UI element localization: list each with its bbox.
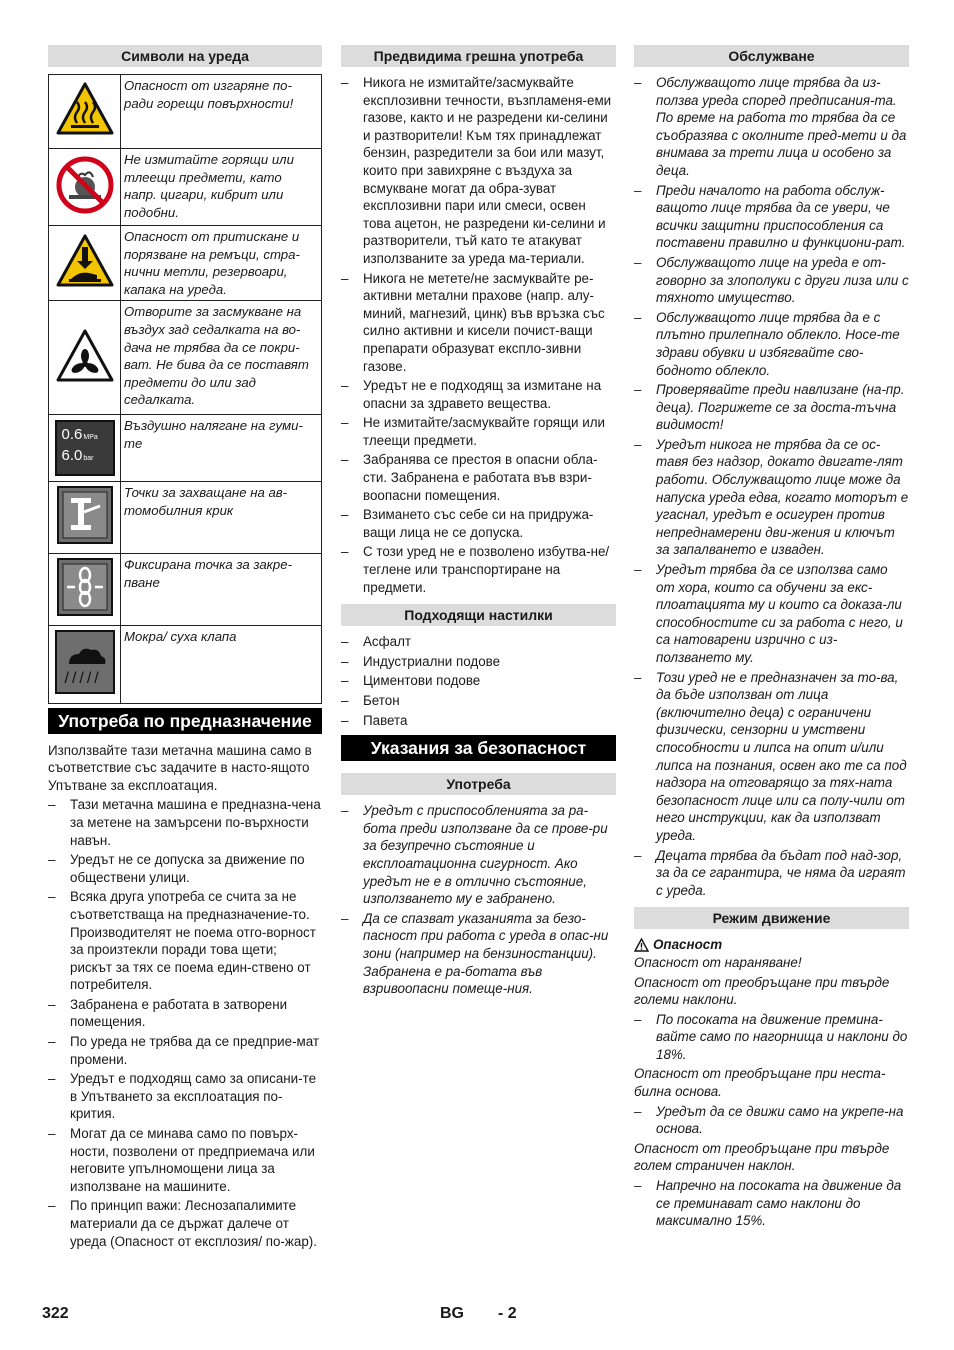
service-list [634,74,909,899]
symbol-text: Опасност от изгаряне по-ради горещи повърхности! [121,75,322,149]
symbol-text: Точки за захващане на ав-томобилния крик [121,482,322,554]
symbol-text: Не измитайте горящи или тлеещи предмети, като напр. цигари, кибрит или подобни. [121,149,322,226]
symbol-row [49,149,322,226]
symbol-row [49,415,322,482]
jack-point-icon [57,486,113,544]
symbol-text: Фиксирана точка за закре-пване [121,553,322,625]
list-item: – Индустриални подове [341,653,616,671]
no-burning-objects-icon [55,155,115,215]
page-number: 322 [42,1305,69,1322]
symbol-row [49,75,322,149]
symbol-text: Опасност от притискане и порязване на ремъци, стра-нични метли, резервоари, капака на уреда. [121,226,322,301]
symbol-text: Отворите за засмукване на въздух зад седалката на во-дача не трябва да се покри-ват. Не бива да се поставят предмети до или зад седалката. [121,301,322,415]
list-item: – Обслужващото лице трябва да из-ползва уреда според предписания-та. По време на работа то трябва да се съобразява с околните пред-мети и да внимава за трети лица и особено за деца. [634,74,909,180]
symbol-row [49,482,322,554]
column-2 [341,45,616,1000]
symbols-table [48,74,322,704]
list-item: – Не измитайте/засмуквайте горящи или тлеещи предмети. [341,414,616,449]
column-3 [634,45,909,1232]
list-item: – Всяка друга употреба се счита за не съответстваща на предназначение-то. Производителят не поема отго-ворност за произтекли поради това щети; рискът за тях се поема един-ствено от потребителя. [48,888,322,994]
list-item: – Павета [341,712,616,730]
language-code: BG [440,1305,464,1322]
drive-lead: Опасност от преобръщане при неста-билна основа. [634,1066,886,1100]
pressure-unit-mpa: MPa [83,434,98,442]
list-item: – Обслужващото лице трябва да е с плътно прилепнало облекло. Носе-те здрави обувки и избягвайте сво-бодното облекло. [634,309,909,379]
list-item: – Децата трябва да бъдат под над-зор, за да се гарантира, че няма да играят с уреда. [634,847,909,900]
drive-lead: Опасност от преобръщане при твърде големи наклони. [634,974,890,1008]
pressure-value-mpa: 0.6 [61,426,83,444]
list-item: – Проверявайте преди навлизане (на-пр. деца). Погрижете се за доста-тъчна видимост! [634,381,909,434]
drive-mode-heading: Режим движение [634,907,909,929]
drive-lead: Опасност от нараняване! [634,954,802,970]
list-item: – Никога не метете/не засмуквайте ре-активни метални прахове (напр. алу-миний, магнезий, цинк) във връзка със силно активни и кисели почист-ващи препарати образуват експло-зивни газове. [341,270,616,376]
pressure-value-bar: 6.0 [61,447,83,465]
hot-surface-icon [55,81,115,137]
list-item: – Бетон [341,692,616,710]
list-item: – Уредът с приспособленията за ра-бота преди използване да се прове-ри за безупречно състояние и експлоатационна сигурност. Ако уредът не е в отлично състояние, използването му е забранено. [341,802,616,908]
list-item: – Асфалт [341,633,616,651]
symbol-text: Мокра/ суха клапа [121,625,322,703]
chain-tie-point-icon [57,558,113,616]
list-item: – Взимането със себе си на придружа-ващи лица не се допуска. [341,506,616,541]
symbol-row [49,226,322,301]
surfaces-list [341,633,616,729]
rain-lines: ///// [64,669,102,687]
list-item: – Никога не измитайте/засмуквайте експлозивни течности, възпламеня-еми газове, както и не разредени ки-селини и разтворители! Към тях принадлежат бензин, разредители за бои или мазут, които при завихряне с въздуха за всмукване могат да обра-зуват експлозивни пари или смеси, освен това ацетон, не разредени ки-селини и разтворители, тъй като те атакуват използваните за уреда ма-териали. [341,74,616,268]
symbol-row [49,301,322,415]
list-item: – Циментови подове [341,672,616,690]
list-item: – Уредът никога не трябва да се ос-тавя без надзор, докато двигате-лят работи. Обслужващото лице може да напуска уреда едва, когато моторът е угаснал, уредът е осигурен против непреднамерени дви-жения и ключът за запалването е изваден. [634,436,909,559]
safety-heading: Указания за безопасност [341,735,616,761]
list-item: – Обслужващото лице на уреда е от-говорно за злополуки с други лиза или с тяхното имущество. [634,254,909,307]
list-item: – Тази метачна машина е предназна-чена за метене на замърсени по-върхности навън. [48,796,322,849]
service-heading: Обслужване [634,45,909,67]
drive-mode-content [634,954,909,1230]
section-page: - 2 [498,1305,517,1322]
list-item: – По уреда не трябва да се предприе-мат промени. [48,1033,322,1068]
misuse-heading: Предвидима грешна употреба [341,45,616,67]
list-item: – По принцип важи: Леснозапалимите материали да се държат далече от уреда (Опасност от експлозия/ по-жар). [48,1197,322,1250]
use-list [341,802,616,998]
symbol-row [49,625,322,703]
list-item: – Напречно на посоката на движение да се преминават само наклони до максимално 15%. [634,1177,909,1230]
column-1 [48,45,322,1252]
list-item: – Уредът не се допуска за движение по обществени улици. [48,851,322,886]
intended-use-heading: Употреба по предназначение [48,708,322,734]
intended-use-list [48,796,322,1250]
list-item: – С този уред не е позволено избутва-не/теглене или транспортиране на предмети. [341,543,616,596]
misuse-list [341,74,616,596]
symbol-text: Въздушно налягане на гуми-те [121,415,322,482]
wet-dry-flap-icon [55,630,115,694]
list-item: – По посоката на движение премина-вайте само по нагорнища и наклони до 18%. [634,1011,909,1064]
list-item: – Уредът трябва да се използва само от хора, които са обучени за екс-плоатацията му и които са доказа-ли способностите си за работа с него, и са натоварени изрично с из-ползването му. [634,561,909,667]
list-item: – Преди началото на работа обслуж-ващото лице трябва да се увери, че всички защитни приспособления са поставени правилно и функциони-рат. [634,182,909,252]
intended-use-intro: Използвайте тази метачна машина само в съответствие със задачите в насто-ящото Упътване за експлоатация. [48,742,312,793]
drive-lead: Опасност от преобръщане при твърде голем страничен наклон. [634,1140,890,1174]
list-item: – Могат да се минава само по повърх-ности, позволени от предприемача или неговите упълномощени лица за използване на машините. [48,1125,322,1195]
symbol-row [49,553,322,625]
crush-hazard-icon [55,233,115,289]
list-item: – Уредът е подходящ само за описани-те в Упътването за експлоатация по-крития. [48,1070,322,1123]
symbols-heading: Символи на уреда [48,45,322,67]
warning-triangle-icon [634,938,649,952]
tire-pressure-icon [55,420,115,476]
surfaces-heading: Подходящи настилки [341,604,616,626]
list-item: – Да се спазват указанията за безо-пасност при работа с уреда в опас-ни зони (например на бензиностанции). Забранена е ра-ботата във взривоопасни помеще-ния. [341,910,616,998]
list-item: – Забранява се престоя в опасни обла-сти. Забранена е работата във взри-воопасни помещения. [341,451,616,504]
fan-warning-icon [55,328,115,384]
list-item: – Уредът не е подходящ за измитане на опасни за здравето вещества. [341,377,616,412]
pressure-unit-bar: bar [83,455,94,463]
list-item: – Този уред не е предназначен за то-ва, да бъде използван от лица (включително деца) с ограничени физически, сензорни и умствени способности и липса на опит и/или липса на познания, освен ако те са под надзора на отговарящо за тях-ната безопасност лице или са полу-чили от него инструкции, как да използват уреда. [634,669,909,845]
use-heading: Употреба [341,773,616,795]
list-item: – Забранена е работата в затворени помещения. [48,996,322,1031]
danger-label: Опасност [653,937,723,953]
danger-label-line [634,936,909,954]
list-item: – Уредът да се движи само на укрепе-на основа. [634,1103,909,1138]
